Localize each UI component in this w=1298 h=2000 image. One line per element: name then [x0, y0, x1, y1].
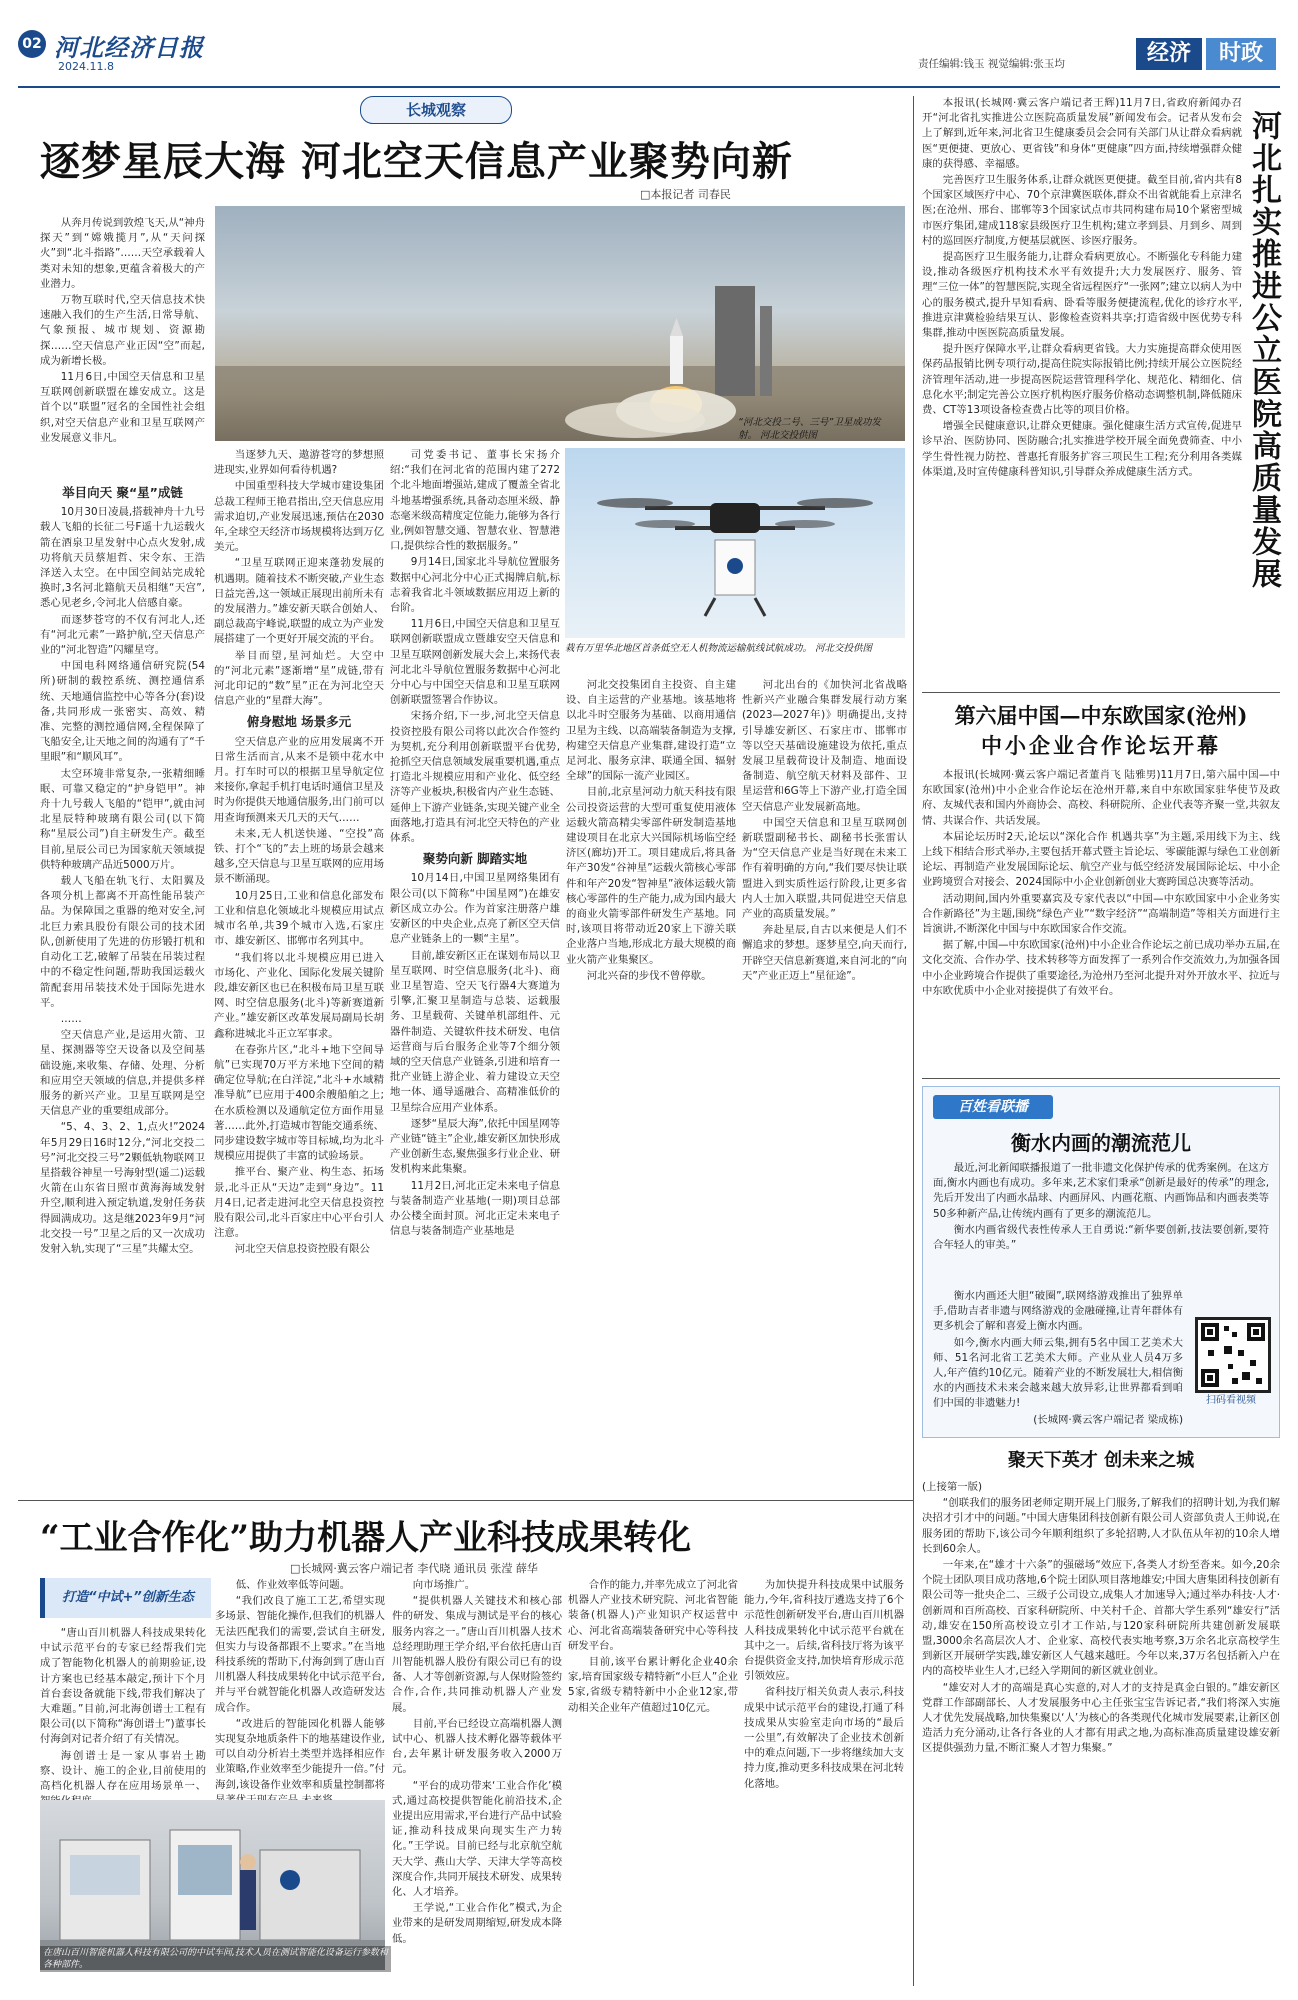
- qr-code-icon: [1198, 1320, 1268, 1390]
- factory-illustration: [40, 1800, 385, 1970]
- story4-logo: 百姓看联播: [933, 1095, 1053, 1119]
- story3-headline-2: 中小企业合作论坛开幕: [981, 733, 1221, 758]
- story2-vertical-headline: 河北扎实推进公立医院高质量发展: [1246, 110, 1281, 590]
- story4-box: [922, 1086, 1280, 1438]
- paper-name: 河北经济日报: [54, 33, 204, 62]
- rocket-photo-caption: “河北交投二号、三号”卫星成功发射。 河北交投供图: [738, 417, 881, 441]
- story4-body-bottom: 衡水内画还大胆“破圈”,联网络游戏推出了独界单手,借助吉者非遗与网络游戏的金融碰撞,让青年群体有更多机会了解和喜爱上衡水内画。 如今,衡水内画大师云集,拥有5名中国工艺美术大师、51名河北省工艺美术大师。产业从业人员4万多人,年产值约10亿元。随着产业的不断发展壮大,相信衡水的内画技术未来会越来越大放异彩,让世界都看到咱们中国的非遗魅力! (长城网·冀云客户端记者 梁成栋): [933, 1289, 1183, 1429]
- story5-headline: 聚天下英才 创未来之城: [1007, 1450, 1195, 1471]
- section-tag-politics: 时政: [1206, 38, 1276, 70]
- editor-credits: 责任编辑:钱玉 视觉编辑:张玉均: [918, 58, 1065, 70]
- story1-column-4: 河北交投集团自主投资、自主建设、自主运营的产业基地。该基地将以北斗时空服务为基础、以商用通信卫星为主线、以高端装备制造为支撑,构建空天信息产业集群,建设打造“立足河北、服务京津、联通全国、辐射全球”的国际一流产业园区。 目前,北京星河动力航天科技有限公司投资运营的大型可重复使用液体运载火箭高精尖零部件研发制造基地建设项目在北京大兴国际机场临空经济区(廊坊)开工。项目建成后,将具备年产30发“谷神星”运载火箭核心零部件和年产20发“智神星”液体运载火箭核心零部件的生产能力,成为国内最大的商业火箭零部件研发生产基地。同时,该项目将带动近20家上下游关联企业落户当地,形成北方最大规模的商业火箭产业集聚区。 河北兴奋的步伐不曾停歇。: [566, 679, 736, 982]
- story1-intro: [40, 216, 205, 478]
- story4-body-top: 最近,河北新闻联播报道了一批非遗文化保护传承的优秀案例。在这方面,衡水内画也有成功。多年来,艺术家们秉承“创新是最好的传承”的理念,先后开发出了内画水晶球、内画屏风、内画花瓶、内画饰品和内画表类等50多种新产品,让传统内画有了更多的潮流范儿。 衡水内画省级代表性传承人王自勇说:“新华要创新,技法要创新,要符合年轻人的审美。”: [933, 1162, 1269, 1252]
- drone-photo: [565, 448, 905, 638]
- story2-divider: [922, 692, 1280, 693]
- story1-column-2: 当逐梦九天、遨游苍穹的梦想照进现实,业界如何看待机遇? 中国重型科技大学城市建设集团总裁工程师王艳君指出,空天信息应用需求迫切,产业发展迅速,预估在2030年,全球空天经济市场规模将达到万亿美元。 “卫星互联网正迎来蓬勃发展的机遇期。随着技术不断突破,产业生态日益完善,这一领域正展现出前所未有的发展潜力。”雄安新天联合创始人、副总裁高宇峰说,联盟的成立为产业发展搭建了一个更好开展交流的平台。 举目而望,星河灿烂。大空中的“河北元素”逐渐增“星”成链,带有河北印记的“数”星”正在为河北空天信息产业的“星群大海”。 俯身慰地 场景多元 空天信息产业的应用发展离不开日常生活而言,从来不是锁中花水中月。打车时可以的根据卫星导航定位来接你,拿起手机打电话时通信卫星及时为你提供天地通信服务,出门前可以用查询预测来天几天的天气…… 未来,无人机送快递、“空投”高铁、打个“飞的”去上班的场景会越来越多,空天信息与卫星互联网的应用场景不断涌现。 10月25日,工业和信息化部发布工业和信息化领域北斗规模应用试点城市名单,共39个城市入选,石家庄市、雄安新区、邯郸市名列其中。 “我们将以北斗规模应用已进入市场化、产业化、国际化发展关键阶段,雄安新区也已在积极布局卫星互联网、时空信息服务(北斗)等新赛道新产业。”雄安新区改革发展局副局长胡鑫称进城北斗正立军事求。 在春弥片区,“北斗+地下空间导航”已实现70万平方米地下空间的精确定位导航;在白洋淀,“北斗+水域精准导航”已应用于400余艘船舶之上;在水质检测以及通航定位方面作用显著……此外,打造城市智能交通系统、同步建设数字城市等目标城,均为北斗规模应用提供了丰富的试验场景。 推平台、聚产业、构生态、拓场景,北斗正从“天边”走到“身边”。11月4日,记者走进河北空天信息投资控股有限公司,北斗百家庄中心平台引人注意。 河北空天信息投资控股有限公: [214, 449, 384, 1256]
- story4-credit: (长城网·冀云客户端记者 梁成栋): [1033, 1413, 1183, 1426]
- story6-column-2: 低、作业效率低等问题。 “我们改良了施工工艺,希望实现多场景、智能化操作,但我们的机器人无法匹配我们的需要,尝试自主研发,但实力与设备都跟不上要求。”在当地科技系统的帮助下,付海剑到了唐山百川机器人科技成果转化中试示范平台,并与平台就智能化机器人改造研发达成合作。 “改进后的智能园化机器人能够实现复杂地质条件下的地基建设作业,可以自动分析岩土类型并选择相应作业策略,作业效率至少能提升一倍。”付海剑,该设备作业效率和质量控制都将: [215, 1579, 385, 1791]
- story1-headline: 逐梦星辰大海 河北空天信息产业聚势向新: [40, 138, 793, 185]
- story6-column-5: 为加快提升科技成果中试服务能力,今年,省科技厅遴选支持了6个示范性创新研发平台,唐山百川机器人科技成果转化中试示范平台就在其中之一。后续,省科技厅将为该平台提供资金支持,加快培育形成示范引领效应。 省科技厅相关负责人表示,科技成果中试示范平台的建设,打通了科技成果从实验室走向市场的“最后一公里”,有效解决了企业技术创新中的难点问题,下一步将继续加大支持力度,推动更多科技成果在河北转化落地。: [744, 1579, 904, 1790]
- story6-byline: □长城网·冀云客户端记者 李代晓 通讯员 张滢 薛华: [290, 1562, 538, 1575]
- story1-column-3: 司党委书记、董事长宋扬介绍:“我们在河北省的范围内建了272个北斗地面增强站,建成了覆盖全省北斗地基增强系统,具备动态厘米级、静态毫米级高精度定位能力,能够为各行业,例如智慧交通、智慧农业、智慧港口,提供综合性的数据服务。” 9月14日,国家北斗导航位置服务数据中心河北分中心正式揭牌启航,标志着我省北斗领域数据应用迈上新的台阶。 11月6日,中国空天信息和卫星互联网创新联盟成立暨雄安空天信息和卫星互联网创新发展大会上,来扬代表河北北斗导航位置服务数据中心河北分中心与中国空天信息和卫星互联网创新联盟签署合作协议。 宋扬介绍,下一步,河北空天信息投资控股有限公司将以此次合作签约为契机,充分利用创新联盟平台优势,抢抓空天信息领域发展重要机遇,重点打造北斗规模应用和产业化、低空经济等产业板块,积极省内产业生态链、延伸上下游产业链条,实现关键产业全面落地,打造具有河北空天特色的产业体系。 聚势向新 脚踏实地 10月14日,中国卫星网络集团有限公司(以下简称“中国星网”)在雄安新区成立办公。作为首家注册落户雄安新区的中央企业,点亮了新区空天信息产业链条上的一颗“主星”。 目前,雄安新区正在谋划布局以卫星互联网、时空信息服务(北斗)、商业卫星智造、空天飞行器4大赛道为引擎,汇聚卫星制造与总装、运载服务、卫星载荷、关键单机部组件、元器件制造、关键软件技术研发、电信运营商与后台服务企业等7个细分领域的空天信息产业链条,引进和培育一批产业链上游企业、着力建设立天空地一体、通导遥融合、高精准低价的卫星综合应用产业体系。 逐梦“星辰大海”,依托中国星网等产业链“链主”企业,雄安新区加快形成产业创新生态,聚焦强多行业企业、研发机构来此集聚。 11月2日,河北正定未来电子信息与装备制造产业基地(一期)项目总部办公楼全面封顶。河北正定未来电子信息与装备制造产业基地是: [390, 449, 560, 1238]
- page-number-badge: [18, 30, 46, 58]
- column-tag: 长城观察: [360, 96, 512, 124]
- story6-badge: 打造“中试+”创新生态: [40, 1578, 211, 1618]
- story-divider: [18, 1500, 913, 1501]
- rocket-launch-photo: [215, 206, 905, 441]
- issue-date: 2024.11.8: [58, 60, 114, 73]
- story3-body: 本报讯(长城网·冀云客户端记者董肖飞 陆雅男)11月7日,第六届中国—中东欧国家(沧州)中小企业合作论坛在沧州开幕,来自中东欧国家驻华使节及政府、友城代表和国内外商协会、高校、科研院所、企业代表等齐聚一堂,共叙友情、共谋合作、共话发展。 本届论坛历时2天,论坛以“深化合作 机遇共享”为主题,采用线下为主、线上线下相结合形式举办,主要包括开幕式暨主旨论坛、零碳能源与绿色工业创新论坛、再制造产业发展国际论坛、航空产业与低空经济发展国际论坛、中小企业跨境贸合对接会、2024国际中小企业创新创业大赛跨国总决赛等活动。 活动期间,国内外重要嘉宾及专家代表以“中国—中东欧国家中小企业务实合作新路径”为主题,围绕“绿色产业”“数字经济”“高端制造”等相关方面进行主旨演讲,不断深化中国与中东欧国家合作交流。 据了解,中国—中东欧国家(沧州)中小企业合作论坛之前已成功举办五届,在文化交流、合作办学、技术转移等方面发挥了一系列合作交流效力,为加强各国中小企业跨境合作提供了重要途径,为沧州乃至河北提升对外开放水平、拉近与中东欧优质中小企业对接提供了有效平台。: [922, 769, 1280, 997]
- story6-column-1: “唐山百川机器人科技成果转化中试示范平台的专家已经帮我们完成了智能物化机器人的前期验证,设计方案也已经基本敲定,预计下个月首台套设备就能下线,带我们解决了大难题。”目前,河北海创谱士工程有限公司(以下简称“海创谱士”)董事长付海剑对记者介绍了有关情况。 海创谱士是一家从事岩土勘察、设计、施工的企业,目前使用的高档化机器人存在应用场景单一、: [40, 1627, 206, 1793]
- drone-illustration: [565, 448, 905, 638]
- intro-para: 从奔月传说到敦煌飞天,从“神舟探天”到“嫦娥揽月”,从“天问探火”到“北斗指路”……天空承载着人类对未知的想象,更蕴含着极大的产业潜力。: [40, 217, 205, 290]
- story4-headline: 衡水内画的潮流范儿: [1011, 1131, 1191, 1155]
- story3-headline-1: 第六届中国—中东欧国家(沧州): [954, 703, 1248, 728]
- story6-headline: “工业合作化”助力机器人产业科技成果转化: [40, 1518, 692, 1558]
- story5-body: (上接第一版) “创联我们的服务团老师定期开展上门服务,了解我们的招聘计划,为我们解决招才引才中的问题。”中国大唐集团科技创新有限公司人资部负责人王帅说,在服务团的帮助下,该公司今年顺利组织了多轮招聘,人才队伍从年初的10余人增长到60余人。 一年来,在“雄才十六条”的强磁场“效应下,各类人才纷至沓来。如今,20余个院士团队项目成功落地,6个院士团队项目落地雄安;中国大唐集团科技创新有限公司等一批央企二、三级子公司设立,成集人才加速导入;通过举办科技·人才·创新周和百所高校、百家科研院所、中关村千企、首都大学生系列“雄安行”活动,雄安在150所高校设立引才工作站,与120家科研院所共建创新发展联盟,3000余名高层次人才、企业家、高校代表实地考察,3万余名北京高校学生到新区开展研学实践,雄安新区人气越来越旺。今年以来,37万名包括新入户在内的高校毕业生人才,已经入学期间的新区就业创业。 “雄安对人才的高端是真心实意的,对人才的支持是真金白银的。”雄安新区党群工作部副部长、人才发展服务中心主任张宝宝告诉记者,“我们将深入实施人才优先发展战略,加快集聚以‘人’为核心的各类现代化城市发展要素,让新区创造活力充分涌动,让各行各业的人才都有用武之地,为高标准高质量建设雄安新区提供强劲力量,不断汇聚人才智力集聚。”: [922, 1481, 1280, 1755]
- story3-divider: [922, 1078, 1280, 1079]
- qr-label: 扫码看视频: [1206, 1395, 1256, 1406]
- robot-lab-photo: [40, 1800, 385, 1970]
- story2-body: 本报讯(长城网·冀云客户端记者王辉)11月7日,省政府新闻办召开“河北省扎实推进公立医院高质量发展”新闻发布会。记者从发布会上了解到,近年来,河北省卫生健康委员会会同有关部门从让群众看病就医“更便捷、更放心、更省钱”和身体“更健康”四方面,持续增强群众健康的获得感、幸福感。 完善医疗卫生服务体系,让群众就医更便捷。截至目前,省内共有8个国家区域医疗中心、70个京津冀医联体,群众不出省就能看上京津名医;在沧州、邢台、邯郸等3个国家试点市共同构建布局10个紧密型城市医疗集团,建成118家县级医疗卫生机构;建立孝到县、月到乡、周到村的巡回医疗制度,方便基层就医、诊医疗服务。 提高医疗卫生服务能力,让群众看病更放心。不断强化专科能力建设,推动各级医疗机构技术水平有效提升;大力发展医疗、服务、管理“三位一体”的智慧医院,实现全省远程医疗“一张网”;建立以病人为中心的服务模式,提升早知看病、卧看等服务便捷流程,优化的诊疗水平,推进京津冀检验结果互认、影像检查资料共享;打造省级中医优势专科集群,推动中医医院高质量发展。 提升医疗保障水平,让群众看病更省钱。大力实施提高群众使用医保药品报销比例专项行动,提高住院实际报销比例;持续开展公立医院经济管理年活动,进一步提高医院运营管理科学化、规范化、精细化、信息化水平;制定完善公立医疗机构医疗服务价格动态调整机制,降低随床费、CT等13项设备检查费占比等的项目价格。 增强全民健康意识,让群众更健康。强化健康生活方式宣传,促进早诊早治、医防协同、医防融合;扎实推进学校开展全面免费筛查、中小学生骨性视力防控、普惠托育服务扩容三项民生工程;充分利用各类媒体渠道,及时宣传健康科普知识,引导群众养成健康生活方式。: [922, 97, 1242, 478]
- masthead: [18, 14, 1280, 84]
- intro-para: 万物互联时代,空天信息技术快速融入我们的生产生活,日常导航、气象预报、城市规划、资源勘探……空天信息产业正因“空”而起,成为新增长极。: [40, 294, 205, 367]
- subhead-3: 聚势向新 脚踏实地: [422, 851, 528, 867]
- rocket-illustration: [215, 206, 905, 441]
- story1-column-1: 举目向天 聚“星”成链 10月30日凌晨,搭载神舟十九号载人飞船的长征二号F遥十九运载火箭在酒泉卫星发射中心点火发射,成功将航天员蔡旭哲、宋令东、王浩泽送入太空。在中国空间站完成轮换时,3名河北籍航天员相继“天宫”,悉心见老乡,令河北人倍感自豪。 而逐梦苍穹的不仅有河北人,还有“河北元素”一路护航,空天信息产业的“河北智造”闪耀星穹。 中国电科网络通信研究院(54所)研制的载控系统、测控通信系统、天地通信监控中心等各分(套)设备,共同形成一张密实、高效、精准、完整的测控通信网,全程保障了飞船安全,让天地之间的沟通有了“千里眼”和“顺风耳”。 太空环境非常复杂,一张精细睡眠、可靠又稳定的“护身铠甲”。神舟十九号载人飞船的“铠甲”,就由河北星辰特种玻璃有限公司(以下简称“星辰公司”)自主研发生产。截至目前,星辰公司已为国家航天领域提供特种玻璃产品近5000万片。 载人飞船在轨飞行、太阳翼及各项分机上都离不开高性能吊装产品。为保障国之重器的绝对安全,河北巨力索具股份有限公司的技术团队,创新使用了先进的仿形锻打机和自动化工艺,破解了吊装在吊装过程中的不稳定性问题,帮助我国运载火箭配套用吊装技术处于国际先进水平。 …… 空天信息产业,是运用火箭、卫星、探测器等空天设备以及空间基础设施,来收集、存储、处理、分析和应用空天领域的信息,并提供多样服务的新兴产业。卫星互联网是空天信息产业的重要组成部分。 “5、4、3、2、1,点火!”2024年5月29日16时12分,“河北交投二号”河北交投三号”2颗低轨物联网卫星搭载谷神星一号海射型(遥二)运载火箭在山东省日照市黄海海域发射升空,顺利进入预定轨道,发射任务获得圆满成功。这是继2023年9月“河北交投一号”卫星之后的又一次成功发射入轨,实现了“三星”共耀太空。: [40, 485, 205, 1255]
- page-number: 02: [22, 36, 42, 52]
- drone-photo-caption: 栽有万里华北地区首条低空无人机物流运输航线试航成功。 河北交投供图: [565, 643, 873, 654]
- story6-column-3: 向市场推广。 “提供机器人关键技术和核心部件的研发、集成与测试是平台的核心服务内容之一。”唐山百川机器人技术总经理助理王学介绍,平台依托唐山百川智能机器人股份有限公司已有的设备、人才等创新资源,与人保财险签约合作,合作,共同推动机器人产业发展。 目前,平台已经设立高端机器人测试中心、机器人技术孵化器等载体平台,去年累计研发服务收入2000万元。 “平台的成功带来‘工业合作化’模式,通过高校提供智能化前沿技术,企业提出应用需求,平台进行产品中试验证,推动科技成果向现实生产力转化。”王学说。目前已经与北京航空航天大学、燕山大学、天津大学等高校深度合作,共同开展技术研发、成果转化、人才培养。 王学说,“工业合作化”模式,为企业带来的是研发周期缩短,研发成本降低。: [392, 1579, 562, 1945]
- story6-column-4: 合作的能力,并率先成立了河北省机器人产业技术研究院、河北省智能装备(机器人)产业知识产权运营中心、河北省高端装备研究中心等科技研发平台。 目前,该平台累计孵化企业40余家,培育国家级专精特新“小巨人”企业5家,省级专精特新中小企业12家,带动相关企业年产值超过10亿元。: [568, 1579, 738, 1714]
- robot-lab-caption: 在唐山百川智能机器人科技有限公司的中试车间,技术人员在测试智能化设备运行参数和各种部件。: [40, 1946, 391, 1972]
- subhead-2: 俯身慰地 场景多元: [246, 714, 352, 730]
- column-divider: [913, 96, 914, 1986]
- story1-byline: □本报记者 司春民: [640, 188, 731, 201]
- section-tag-economy: 经济: [1136, 38, 1202, 70]
- subhead-1: 举目向天 聚“星”成链: [62, 485, 183, 500]
- story1-column-5: 河北出台的《加快河北省战略性新兴产业融合集群发展行动方案(2023—2027年)》明确提出,支持引导雄安新区、石家庄市、邯郸市等以空天基础设施建设为依托,重点发展卫星载荷设计及制造、地面设备制造、航空航天材料及部件、卫星运营和6G等上下游产业,打造全国空天信息产业发展新高地。 中国空天信息和卫星互联网创新联盟副秘书长、副秘书长张雷认为“空天信息产业是当好现在未来工作有着明确的方向,“我们要尽快让联盟进入到实质性运行阶段,让更多省内人士加入联盟,共同促进空天信息产业的高质量发展。” 奔赴星辰,自古以来便是人们不懈追求的梦想。逐梦星空,向天而行,开辟空天信息新赛道,来自河北的“向天”产业正迈上“星征途”。: [742, 679, 907, 982]
- qr-code[interactable]: [1195, 1317, 1271, 1393]
- intro-para: 11月6日,中国空天信息和卫星互联网创新联盟在雄安成立。这是首个以“联盟”冠名的全国性社会组织,对空天信息产业和卫星互联网产业发展意义非凡。: [40, 371, 205, 444]
- masthead-rule: [18, 86, 1280, 88]
